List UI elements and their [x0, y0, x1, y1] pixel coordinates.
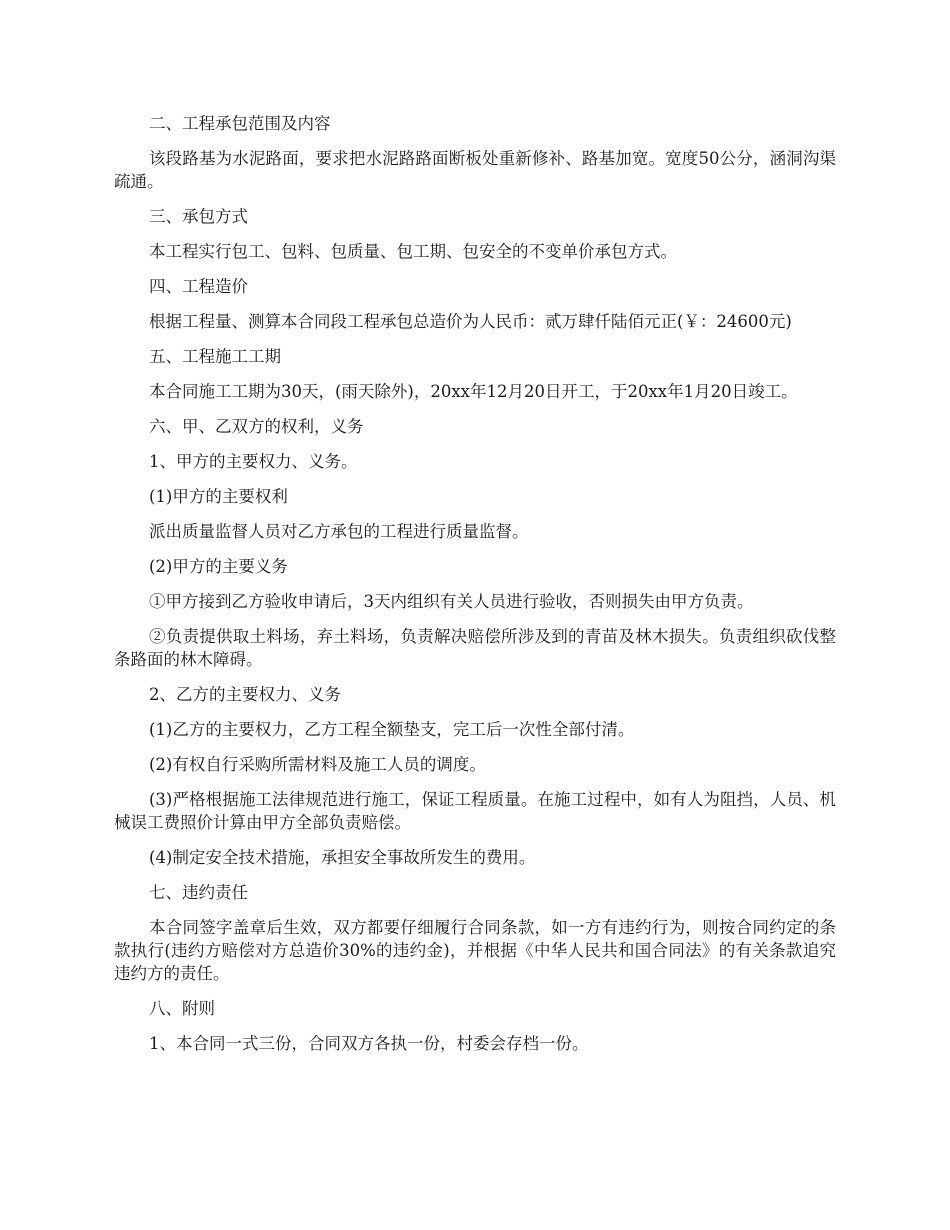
item-party-b-4: (4)制定安全技术措施，承担安全事故所发生的费用。 [149, 848, 536, 867]
section-heading-scope: 二、工程承包范围及内容 [149, 114, 331, 133]
paragraph-scope-detail: 该段路基为水泥路面，要求把水泥路路面断板处重新修补、路基加宽。宽度50公分，涵洞沟渠疏通。 [114, 149, 836, 191]
paragraph-party-a-duty-1: ①甲方接到乙方验收申请后，3天内组织有关人员进行验收，否则损失由甲方负责。 [149, 592, 754, 611]
document-body [114, 112, 836, 1067]
section-heading-cost: 四、工程造价 [149, 277, 248, 296]
section-heading-rights: 六、甲、乙双方的权利，义务 [149, 417, 364, 436]
paragraph-contract-method: 本工程实行包工、包料、包质量、包工期、包安全的不变单价承包方式。 [149, 242, 677, 261]
item-party-a-duties: (2)甲方的主要义务 [149, 557, 288, 576]
item-party-b-1: (1)乙方的主要权力，乙方工程全额垫支，完工后一次性全部付清。 [149, 720, 635, 739]
item-party-a-rights: (1)甲方的主要权利 [149, 487, 288, 506]
item-party-b-2: (2)有权自行采购所需材料及施工人员的调度。 [149, 755, 486, 774]
item-party-b-3: (3)严格根据施工法律规范进行施工，保证工程质量。在施工过程中，如有人为阻挡，人员、机械误工费照价计算由甲方全部负责赔偿。 [114, 790, 836, 832]
paragraph-party-a-rights: 派出质量监督人员对乙方承包的工程进行质量监督。 [149, 522, 529, 541]
paragraph-party-a-duty-2: ②负责提供取土料场，弃土料场，负责解决赔偿所涉及到的青苗及林木损失。负责组织砍伐整条路面的林木障碍。 [114, 627, 836, 669]
section-heading-contract-method: 三、承包方式 [149, 207, 248, 226]
section-heading-supplementary: 八、附则 [149, 999, 215, 1018]
paragraph-supplementary-1: 1、本合同一式三份，合同双方各执一份，村委会存档一份。 [149, 1034, 589, 1053]
subheading-party-b: 2、乙方的主要权力、义务 [149, 685, 341, 704]
section-heading-schedule: 五、工程施工工期 [149, 347, 281, 366]
section-heading-liability: 七、违约责任 [149, 883, 248, 902]
paragraph-liability: 本合同签字盖章后生效，双方都要仔细履行合同条款，如一方有违约行为，则按合同约定的条款执行(违约方赔偿对方总造价30%的违约金)，并根据《中华人民共和国合同法》的有关条款追究违约方的责任。 [114, 918, 836, 983]
paragraph-schedule: 本合同施工工期为30天，(雨天除外)，20xx年12月20日开工，于20xx年1月20日竣工。 [149, 382, 798, 401]
subheading-party-a: 1、甲方的主要权力、义务。 [149, 452, 358, 471]
paragraph-cost: 根据工程量、测算本合同段工程承包总造价为人民币：贰万肆仟陆佰元正(￥：24600元) [149, 312, 792, 331]
